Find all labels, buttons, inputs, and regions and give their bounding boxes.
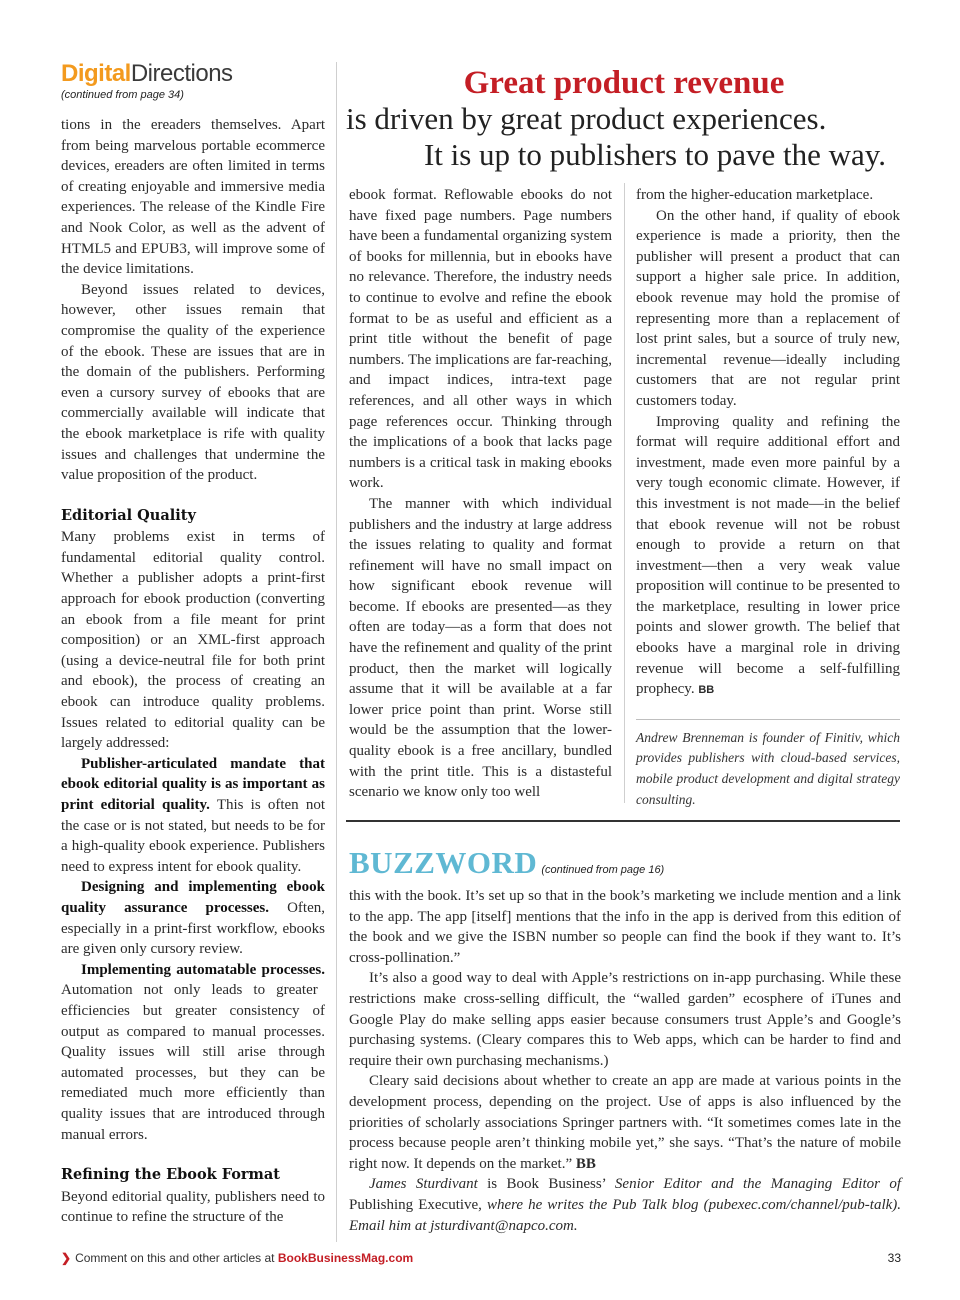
left-paragraph-3: Many problems exist in terms of fundamental editorial quality control. Whether a publisher adopts a print-first approach for ebook production (converting an ebook from a file meant for print composition) or an XML-first approach (using a device-neutral file for both print and ebook), the process of creating an ebook can introduce quality problems. Issues related to editorial quality can be largely addressed: <box>61 529 325 752</box>
end-mark: BB <box>698 684 715 697</box>
bullet-3-text: Automation not only leads to greater efficiencies but greater consistency of output as compared to manual processes. Quality issues will still arise through automated processes, but they can be remediated much more efficiently than quality issues that are introduced through manual errors. <box>61 982 325 1143</box>
bullet-1-text: This is often not the case or is not stated, but needs to be for a high-quality ebook experience. Publishers need to express intent for ebook quality. <box>61 797 325 875</box>
buzzword-paragraph-2: It’s also a good way to deal with Apple’s restrictions on in-app purchasing. While these restrictions make cross-selling difficult, the “walled garden” ecosphere of iTunes and Google Play do make selling apps easier because consumers trust Apple’s and Google’s purchasing systems. (Cleary compares this to Web apps, which can be harder to find and require their own purchasing mechanisms.) <box>349 970 901 1069</box>
section-divider <box>346 820 900 822</box>
left-paragraph-4: Beyond editorial quality, publishers need to continue to refine the structure of the <box>61 1188 325 1226</box>
bullet-2 <box>61 877 325 959</box>
footer-link[interactable]: BookBusinessMag.com <box>277 1251 414 1265</box>
brand-digital: Digital <box>61 60 131 87</box>
brand-directions: Directions <box>130 60 233 87</box>
column-divider-2 <box>624 183 625 803</box>
continued-note: (continued from page 34) <box>61 89 184 101</box>
buzzword-header <box>349 846 901 880</box>
bullet-2-text: Often, especially in a print-first workflow, ebooks are given only cursory review. <box>61 899 325 958</box>
right-paragraph-2: On the other hand, if quality of ebook experience is made a priority, then the publisher will present a product that can support a higher sale price. In addition, ebook revenue may hold the promise of representing more than a replacement of lost print sales, but a source of truly new, incremental revenue—ideally including customers that are not regular print customers today. <box>636 207 900 409</box>
middle-column <box>349 185 612 803</box>
headline-line-1: Great product revenue <box>463 65 785 101</box>
headline-line-3: It is up to publishers to pave the way. <box>423 137 886 172</box>
author-name: James Sturdivant <box>369 1176 478 1193</box>
buzzword-title: BUZZWORD <box>349 845 538 880</box>
right-paragraph-1: from the higher-education marketplace. <box>636 187 874 203</box>
buzzword-author-line <box>349 1174 901 1236</box>
author-pub: Publishing Executive, <box>349 1196 487 1213</box>
page-footer <box>61 1251 901 1269</box>
column-divider <box>336 62 337 1242</box>
chevron-right-icon: ❯ <box>61 1251 72 1265</box>
author-bio: Andrew Brenneman is founder of Finitiv, which provides publishers with cloud-based services, mobile product development and digital strategy consulting. <box>636 729 900 807</box>
author-is: is Book Business’ <box>477 1176 615 1193</box>
buzzword-section <box>349 846 901 1236</box>
bio-divider <box>636 719 900 720</box>
subhead-editorial-quality: Editorial Quality <box>61 506 196 524</box>
bullet-1 <box>61 754 325 878</box>
subhead-refining-format: Refining the Ebook Format <box>61 1166 280 1184</box>
bullet-2-lead: Designing and implementing ebook quality assurance processes. <box>61 879 325 916</box>
section-brand <box>61 60 325 88</box>
left-paragraph-2: Beyond issues related to devices, however, other issues remain that compromise the quality of the experience of the ebook. These are issues that are in the domain of the publishers. Performing even a cursory survey of ebooks that are commercially available will indicate that the ebook marketplace is rife with quality issues and challenges that undermine the value proposition of the product. <box>61 281 325 484</box>
headline-line-2: is driven by great product experiences. <box>346 101 827 136</box>
page-number: 33 <box>887 1251 901 1265</box>
middle-paragraph-1: ebook format. Reflowable ebooks do not have fixed page numbers. Page numbers have been a fundamental organizing system of books for millennia, but in ebooks have no relevance. Therefore, the industry needs to continue to evolve and refine the ebook format to be as useful and efficient as a print title without the benefit of page numbers. The implications are far-reaching, and impact indices, intra-text page references, and all other ways in which page references occur. Thinking through the implications of a book that lacks page numbers is a critical task in making ebooks work. <box>349 187 612 492</box>
buzzword-paragraph-1: this with the book. It’s set up so that in the book’s marketing we include mention and a link to the app. The app [itself] mentions that the info in the app is derived from this edition of the book and we give the ISBN number so people can find the book if they want to. It’s cross-pollination.” <box>349 888 901 966</box>
left-column <box>61 60 325 1228</box>
right-column <box>636 185 900 810</box>
right-paragraph-3-text: Improving quality and refining the format will require additional effort and investment, made even more painful by a very tough economic climate. However, if this investment is not made—in the belief that ebook revenue will not be robust enough to provide a return on that investment—then a very weak value proposition will continue to be presented to the marketplace, resulting in lower price points and slower growth. The belief that ebooks have a marginal role in driving revenue will become a self-fulfilling prophecy. <box>636 413 900 698</box>
author-rest: where he writes the Pub Talk blog (pubexec.com/channel/pub-talk). Email him at jsturdivant@napco.com. <box>349 1196 902 1234</box>
bullet-3-lead: Implementing automatable processes. <box>81 961 325 978</box>
buzzword-end-mark: BB <box>575 1155 596 1172</box>
left-paragraph-1: tions in the ereaders themselves. Apart from being marvelous portable ecommerce devices, ereaders are often limited in terms of creating enjoyable and immersive media experiences. The release of the Kindle Fire and Nook Color, as well as the advent of HTML5 and EPUB3, will improve some of the device limitations. <box>61 117 325 278</box>
buzzword-paragraph-3 <box>349 1071 901 1174</box>
bullet-1-lead: Publisher-articulated mandate that ebook editorial quality is as important as print editorial quality. <box>61 755 325 813</box>
footer-text: Comment on this and other articles at <box>75 1251 278 1265</box>
author-role: Senior Editor and the Managing Editor of <box>614 1176 901 1193</box>
buzzword-paragraph-3-text: Cleary said decisions about whether to create an app are made at various points in the development process, depending on the project. Use of apps is also influenced by the priorities of scholarly associations Springer partners with. “It sometimes comes late in the process because people aren’t thinking mobile yet,” she says. “That’s the nature of mobile right now. It depends on the market.” <box>349 1073 901 1172</box>
middle-paragraph-2: The manner with which individual publishers and the industry at large address the issues relating to quality and format refinement will have no small impact on how significant ebook revenue will become. If ebooks are presented—as they often are today—as a form that does not have the refinement and quality of the print product, then the market will logically assume that it will be available at a far lower price point than print. Worse still would be the assumption that the lower-quality ebook is a free ancillary, bundled with the print title. This is a distasteful scenario we know only too well <box>349 495 612 801</box>
right-paragraph-3 <box>636 412 900 701</box>
bullet-3 <box>61 960 325 1145</box>
pull-headline <box>346 64 902 173</box>
buzzword-continued: (continued from page 16) <box>541 864 665 876</box>
